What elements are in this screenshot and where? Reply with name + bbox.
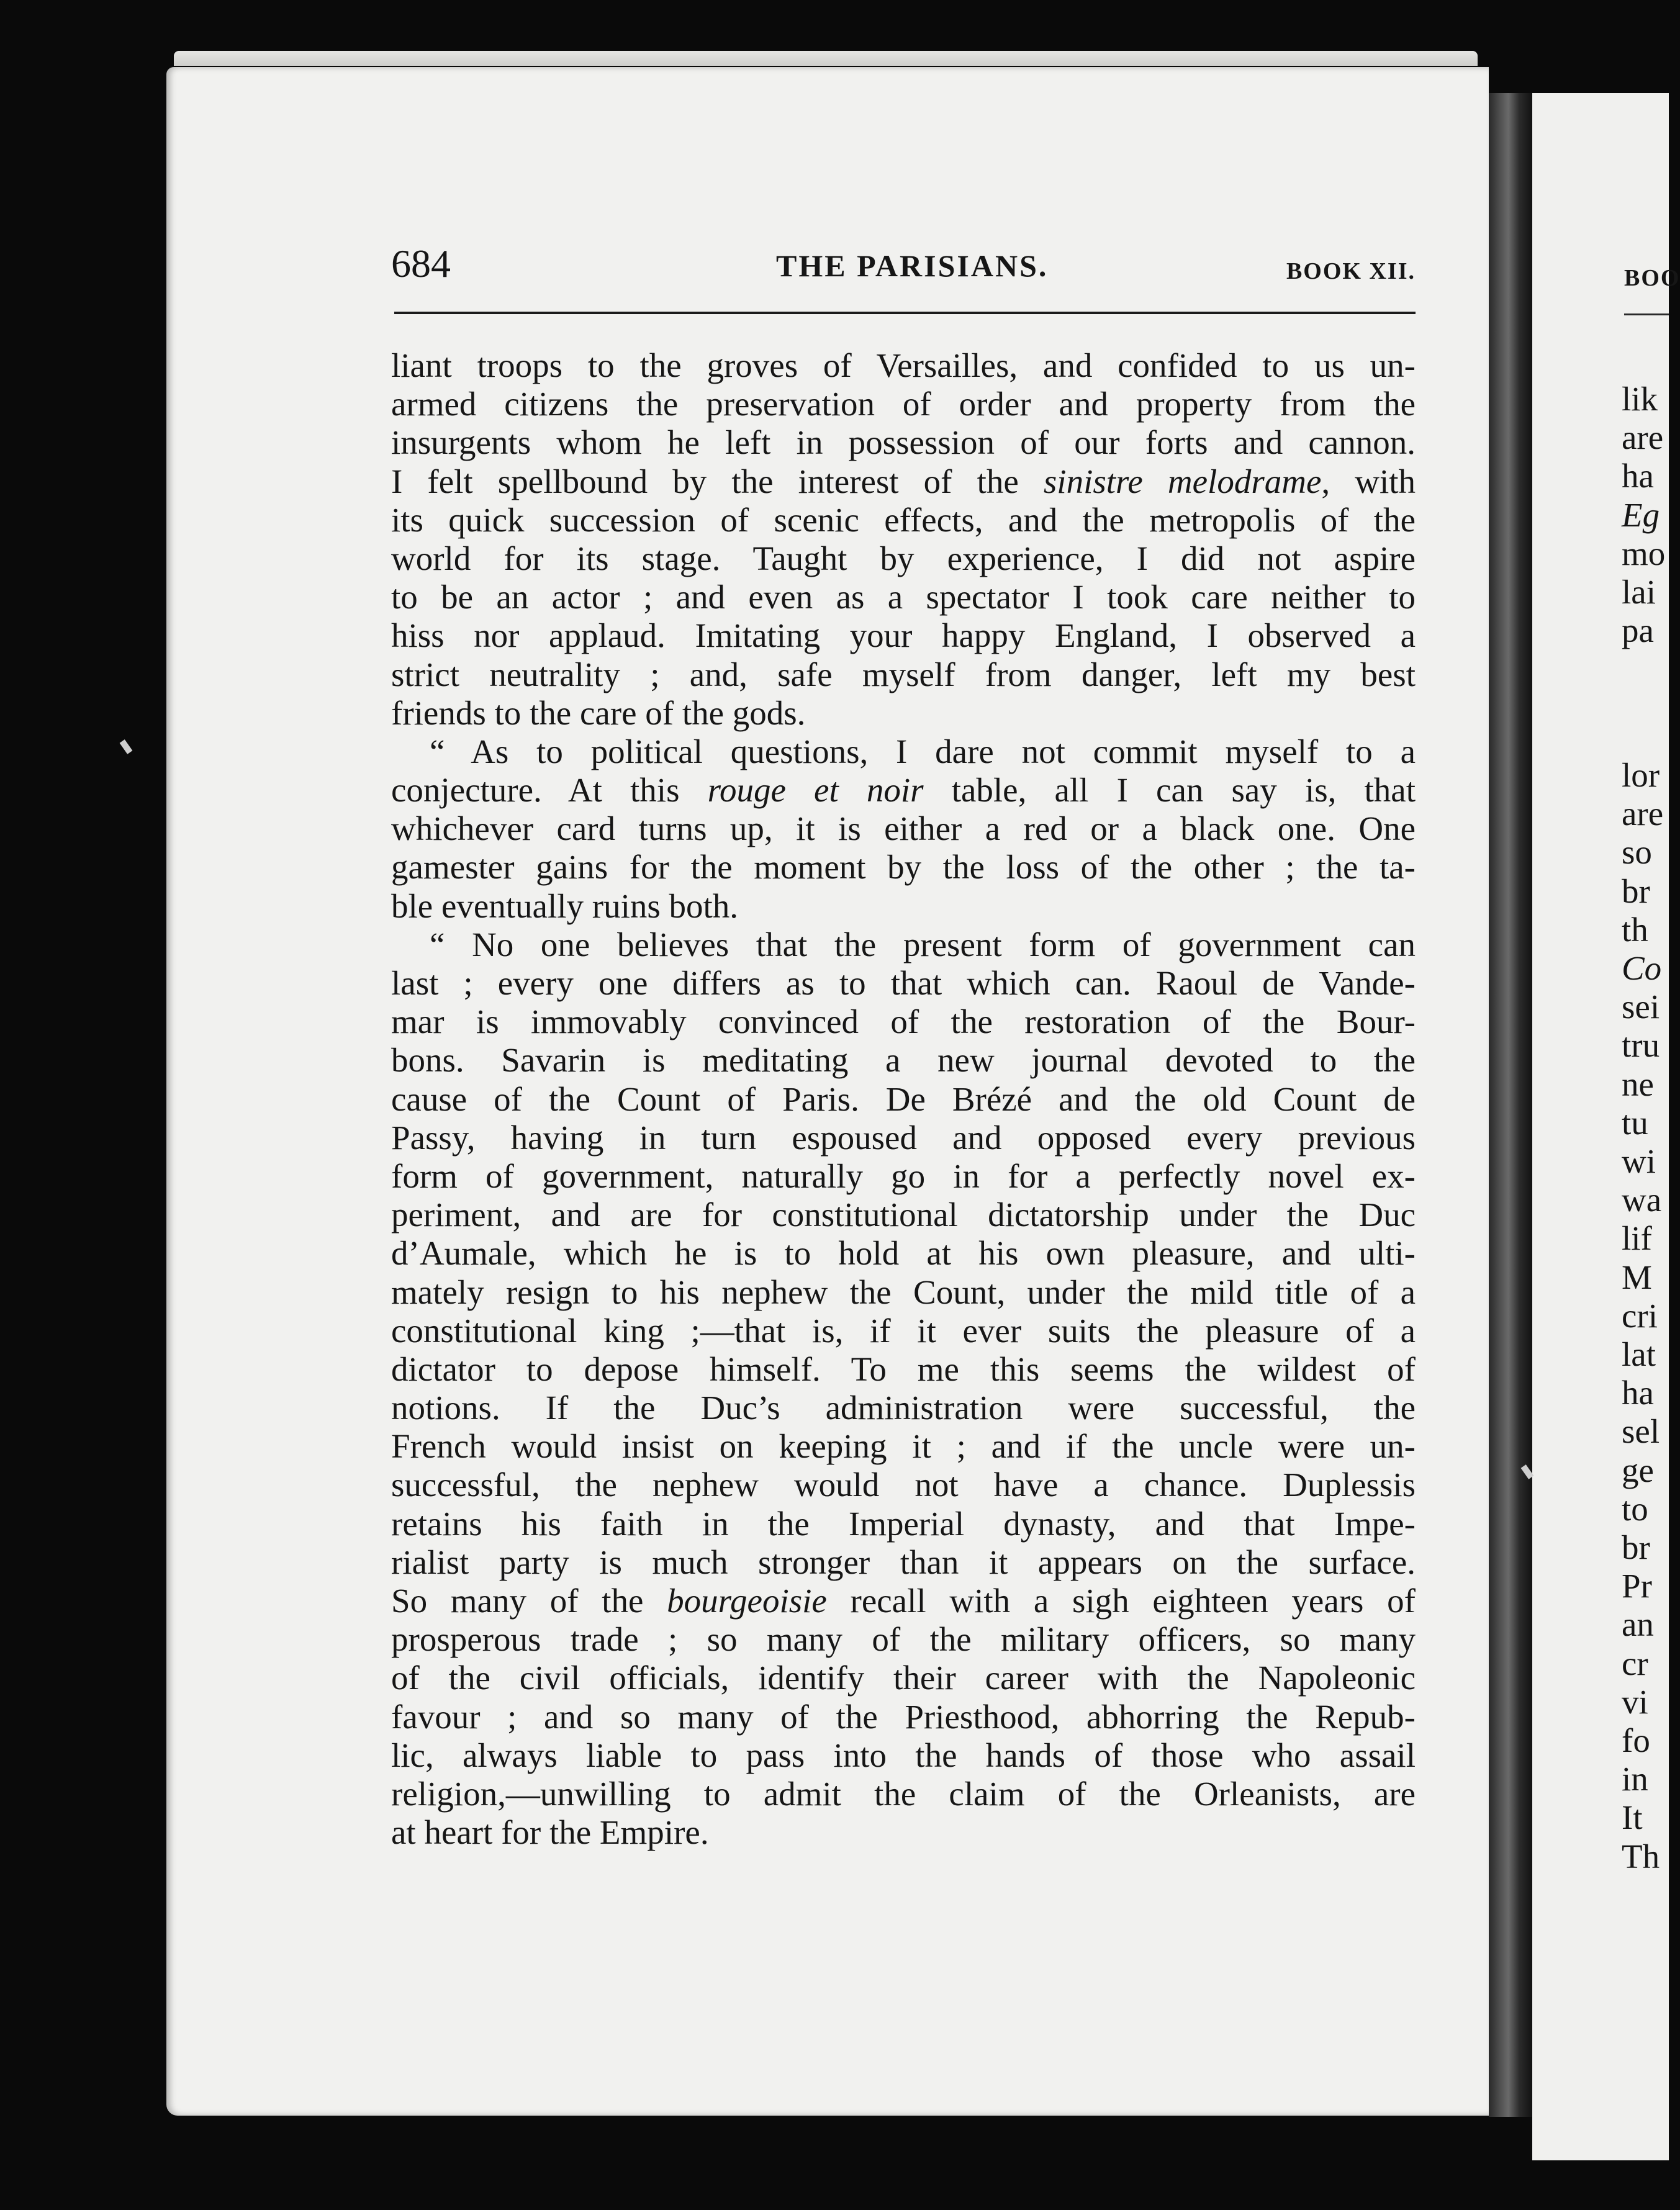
text-line: gamester gains for the moment by the loss of the other ; the ta- [391, 848, 1416, 886]
text-line: lic, always liable to pass into the hands of those who assail [391, 1736, 1416, 1774]
text-line: at heart for the Empire. [391, 1813, 709, 1852]
text-line: Passy, having in turn espoused and opposed every previous [391, 1118, 1416, 1157]
text-line: I felt spellbound by the interest of the sinistre melodrame, with [391, 462, 1416, 500]
header-rule [394, 312, 1416, 314]
page-number: 684 [391, 241, 451, 286]
right-page-line-fragment: Eg [1622, 495, 1660, 534]
right-page-line-fragment: lif [1622, 1219, 1652, 1258]
right-page-line-fragment: vi [1622, 1682, 1648, 1721]
right-page-line-fragment: so [1622, 833, 1652, 872]
page-top-edge [174, 51, 1478, 66]
running-head [391, 239, 1416, 307]
right-page-line-fragment: ha [1622, 457, 1654, 495]
text-line: constitutional king ;—that is, if it ever suits the pleasure of a [391, 1311, 1416, 1350]
text-line: d’Aumale, which he is to hold at his own pleasure, and ulti- [391, 1234, 1416, 1273]
text-line: mar is immovably convinced of the restoration of the Bour- [391, 1003, 1416, 1041]
text-line: notions. If the Duc’s administration were successful, the [391, 1389, 1416, 1427]
right-page-line-fragment: Pr [1622, 1567, 1652, 1605]
text-line: periment, and are for constitutional dictatorship under the Duc [391, 1196, 1416, 1234]
right-page-line-fragment: lor [1622, 756, 1660, 794]
right-page-line-fragment: ne [1622, 1065, 1654, 1103]
text-line: last ; every one differs as to that which can. Raoul de Vande- [391, 964, 1416, 1002]
text-line: conjecture. At this rouge et noir table, all I can say is, that [391, 771, 1416, 810]
text-line: French would insist on keeping it ; and if the uncle were un- [391, 1427, 1416, 1466]
text-line: dictator to depose himself. To me this seems the wildest of [391, 1350, 1416, 1388]
right-page-header: BOO [1624, 265, 1680, 291]
text-line: armed citizens the preservation of order and property from the [391, 385, 1416, 423]
book-gutter [1489, 93, 1532, 2117]
right-page-line-fragment: sei [1622, 988, 1660, 1026]
text-line: ble eventually ruins both. [391, 886, 739, 925]
right-page-line-fragment: wa [1622, 1181, 1662, 1219]
text-line: its quick succession of scenic effects, and the metropolis of the [391, 500, 1416, 539]
right-page-line-fragment: cri [1622, 1296, 1658, 1335]
text-line: favour ; and so many of the Priesthood, abhorring the Repub- [391, 1697, 1416, 1736]
text-line: successful, the nephew would not have a chance. Duplessis [391, 1466, 1416, 1504]
right-page-line-fragment: are [1622, 795, 1664, 833]
text-line: world for its stage. Taught by experience, I did not aspire [391, 539, 1416, 577]
text-line: whichever card turns up, it is either a red or a black one. One [391, 810, 1416, 848]
book-label: BOOK XII. [1286, 258, 1416, 284]
right-page-line-fragment: Th [1622, 1837, 1660, 1875]
right-page-line-fragment: pa [1622, 611, 1654, 650]
right-page-line-fragment: mo [1622, 534, 1666, 572]
text-line: of the civil officials, identify their career with the Napoleonic [391, 1659, 1416, 1697]
text-line: religion,—unwilling to admit the claim of the Orleanists, are [391, 1774, 1416, 1813]
right-page-line-fragment: ha [1622, 1374, 1654, 1412]
right-page-line-fragment: are [1622, 418, 1664, 457]
right-page-line-fragment: M [1622, 1258, 1652, 1296]
text-line: hiss nor applaud. Imitating your happy England, I observed a [391, 616, 1416, 655]
right-page-rule [1624, 313, 1669, 315]
right-page-line-fragment: Co [1622, 949, 1662, 987]
text-line: “ No one believes that the present form of government can [430, 925, 1416, 963]
right-page-line-fragment: th [1622, 910, 1648, 949]
italic-phrase: rouge et noir [707, 771, 924, 810]
right-page-line-fragment: br [1622, 1528, 1650, 1566]
right-page-line-fragment: an [1622, 1605, 1654, 1644]
right-page-line-fragment: in [1622, 1760, 1648, 1798]
text-line: rialist party is much stronger than it appears on the surface. [391, 1543, 1416, 1581]
text-line: mately resign to his nephew the Count, under the mild title of a [391, 1273, 1416, 1311]
right-page-line-fragment: wi [1622, 1142, 1656, 1180]
right-page-line-fragment: ge [1622, 1451, 1654, 1489]
text-line: liant troops to the groves of Versailles, and confided to us un- [391, 346, 1416, 384]
margin-mark [120, 739, 133, 754]
text-line: friends to the care of the gods. [391, 693, 806, 732]
text-line: form of government, naturally go in for a perfectly novel ex- [391, 1157, 1416, 1195]
italic-phrase: bourgeoisie [667, 1582, 827, 1620]
running-title: THE PARISIANS. [776, 248, 1049, 283]
text-line: So many of the bourgeoisie recall with a sigh eighteen years of [391, 1582, 1416, 1620]
right-page-line-fragment: to [1622, 1489, 1648, 1528]
right-page-line-fragment: sel [1622, 1412, 1660, 1451]
text-line: retains his faith in the Imperial dynasty, and that Impe- [391, 1504, 1416, 1543]
right-page-line-fragment: fo [1622, 1721, 1650, 1759]
text-line: prosperous trade ; so many of the military officers, so many [391, 1620, 1416, 1659]
right-page-line-fragment: lik [1622, 380, 1658, 418]
right-page-line-fragment: tu [1622, 1103, 1648, 1142]
right-page-line-fragment: It [1622, 1798, 1643, 1837]
text-line: bons. Savarin is meditating a new journal devoted to the [391, 1041, 1416, 1080]
right-page-line-fragment: lat [1622, 1335, 1656, 1373]
body-text [391, 346, 1416, 1852]
italic-phrase: sinistre melodrame [1043, 462, 1322, 500]
right-page-line-fragment: lai [1622, 573, 1656, 611]
right-page-line-fragment: tru [1622, 1026, 1660, 1065]
text-line: strict neutrality ; and, safe myself from danger, left my best [391, 655, 1416, 693]
right-page-line-fragment: cr [1622, 1644, 1648, 1682]
text-line: “ As to political questions, I dare not commit myself to a [430, 732, 1416, 770]
text-line: insurgents whom he left in possession of our forts and cannon. [391, 423, 1416, 462]
text-line: cause of the Count of Paris. De Brézé and the old Count de [391, 1080, 1416, 1118]
text-line: to be an actor ; and even as a spectator I took care neither to [391, 578, 1416, 616]
right-page-line-fragment: br [1622, 872, 1650, 910]
